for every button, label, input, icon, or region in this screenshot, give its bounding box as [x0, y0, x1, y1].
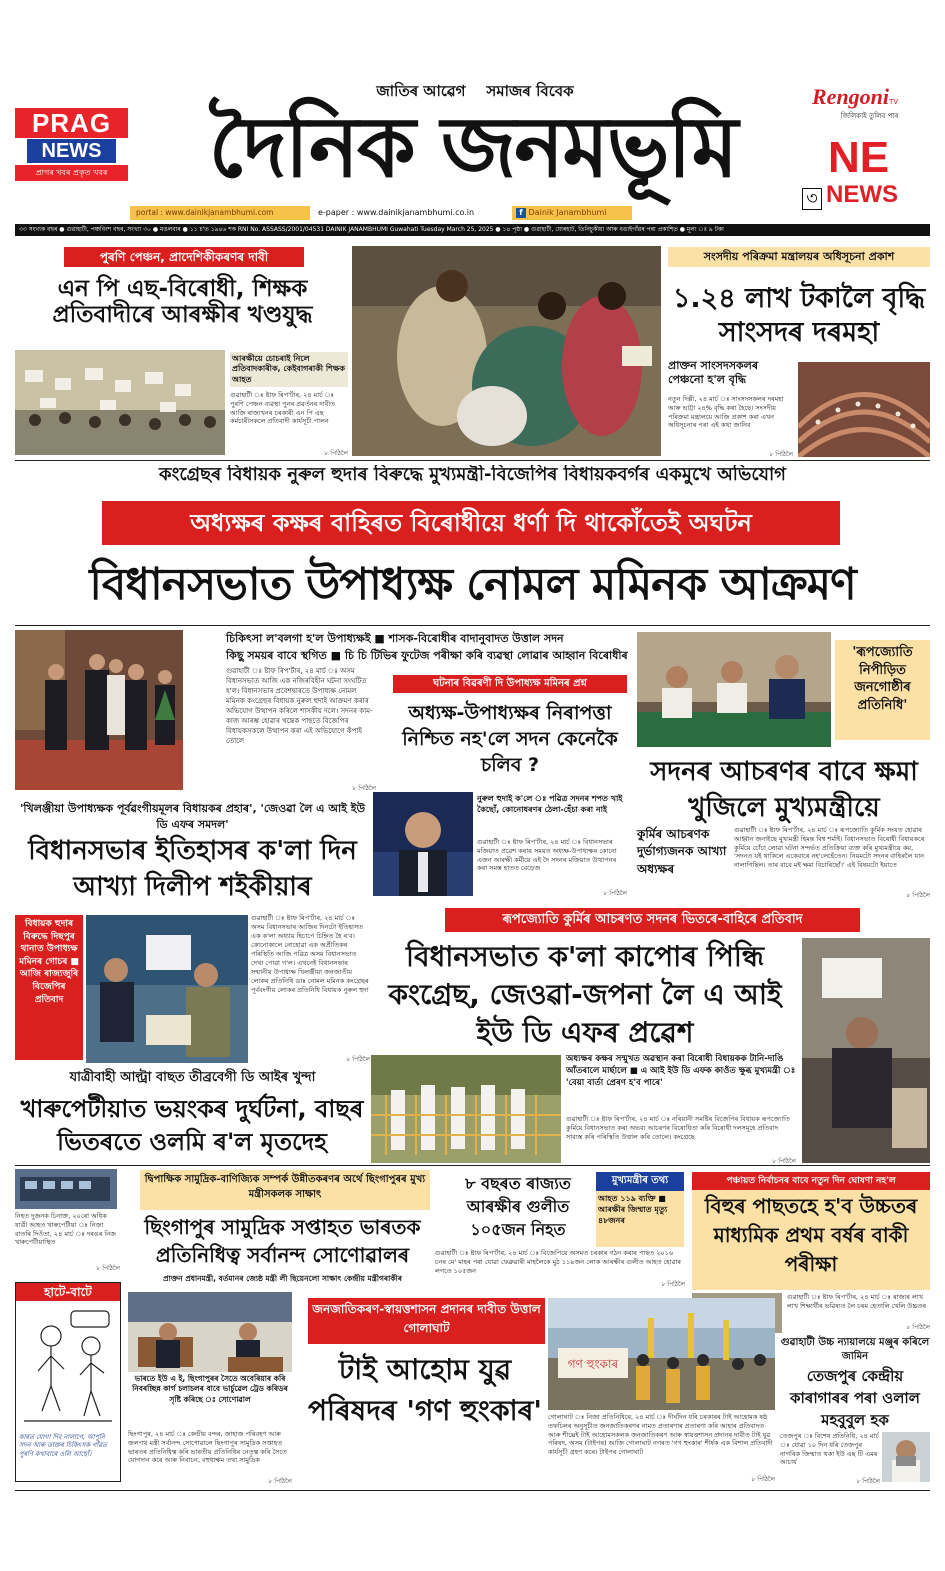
deaths-continued: ৮ পিঠিলৈ [96, 1265, 120, 1272]
headline-mahbubul[interactable]: তেজপুৰ কেন্দ্ৰীয় কাৰাগাৰৰ পৰা ওলাল মহবুবুল হক [790, 1367, 920, 1429]
headline-ahom[interactable]: টাই আহোম যুৱ পৰিষদৰ 'গণ হুংকাৰ' [307, 1353, 543, 1427]
cartoon-box [15, 1282, 121, 1482]
singapore-caption: ভাৰতে ইউ এ ই, ছিংগাপুৰৰ সৈতে অবেৰিয়াৰ কৰি নিবৰচ্ছিন্ন কাৰ্গ চলাচলৰ বাবে ভাৰ্চুৱেল ট্ৰেড কৰিডৰ সৃষ্টি কৰিছে ঃ সোণোৱাল [132, 1374, 288, 1404]
kurmi-body: গুৱাহাটী ঃ ষ্টাফ ৰিপ'ৰ্টাৰ, ২৪ মাৰ্চ ঃ নৰিয়ানী সমষ্টিৰ বিজেপিৰ বিধায়ক ৰূপজ্যোতি কুৰ্মিয়ে বিধানসভাত কৰা অভব্য আচৰণৰ বিৰোধিতা কৰি বিৰোধী দলসমূহে প্ৰতিবাদ সাব্যস্ত কৰি পৰিস্থিতি উত্তাল কৰি তোলে। কংগ্ৰেছে [566, 1115, 790, 1141]
huda-photo [373, 792, 473, 896]
cm-data-title: মুখ্যমন্ত্ৰীৰ তথ্য [596, 1172, 684, 1191]
rule-bottom [15, 1165, 930, 1166]
sonowal-meeting-photo [128, 1292, 292, 1372]
kicker-exam: পঞ্চায়ত নিৰ্বাচনৰ বাবে নতুন দিন ঘোষণা নহ'ল [692, 1172, 930, 1190]
rule-lead [15, 625, 930, 626]
prag-logo-tagline: প্ৰাগৰ খবৰ প্ৰকৃত খবৰ [15, 165, 128, 181]
lead-continued: ৮ পিঠিলৈ [352, 785, 376, 792]
exam-box [692, 1190, 930, 1290]
cm-data-body: আহত ১১৯ ব্যক্তি ■ আৰক্ষীৰ জিম্মাত মৃত্যু ৪৮জনৰ [598, 1194, 668, 1226]
lead-redline: অধ্যক্ষৰ কক্ষৰ বাহিৰত বিৰোধীয়ে ধৰ্ণা দি থাকোঁতেই অঘটন [102, 501, 840, 545]
ahom-continued: ৮ পিঠিলৈ [751, 1476, 775, 1483]
rengoni-tv: TV [889, 98, 899, 106]
cm-data-box [596, 1172, 684, 1247]
kicker-kurmi: ৰূপজ্যোতি কুৰ্মিৰ আচৰণত সদনৰ ভিতৰে-বাহিৰে প্ৰতিবাদ [445, 908, 860, 932]
rengoni-tv-logo [812, 84, 927, 124]
rengoni-name: Rengoni [812, 84, 890, 109]
lead-sub2: কিছু সময়ৰ বাবে স্থগিত ■ চি চি টিভিৰ ফুটেজ পৰীক্ষা কৰি ব্যৱস্থা লোৱাৰ আহ্বান বিৰোধীৰ [226, 649, 628, 662]
cm-body: গুৱাহাটী ঃ ষ্টাফ ৰিপ'ৰ্টাৰ, ২৪ মাৰ্চ ঃ ৰূপজ্যোতি কুৰ্মিক সংযত হোৱাৰ আহ্বান জনাইছে মুখ্যমন্ত্ৰী হিমন্ত বিশ্ব শৰ্মাই। বিধানসভাত বিৰোধী বিধায়কৰে কুৰ্মিয়ে চোঁচা লোৱা ঘটনা সন্দৰ্ভত প্ৰতিক্ৰিয়া ব্যক্ত কৰি মুখ্যমন্ত্ৰীয়ে কয়, 'সদনত যই থাকিলে একেবাৰে নহ'লেহেঁতেন। নিয়মটো সদনৰ বাহিৰলৈ যান নালাগিছিল। তাৰ বাবে মই ক্ষমা বিচাৰিছোঁ।' এই বিষয়টো ইয়াতে [734, 826, 925, 870]
deaths-body: নিহত দুজনক চিনাক্ত, ২০ৰো অধিক যাত্ৰী আহত খাৰুপেটীয়া ঃ নিজা বাতৰি দিওঁতা, ২৪ মাৰ্চ ঃ দৰঙৰ নিজ খাৰুপেটীয়াস্থিত [15, 1212, 116, 1247]
lead-sub1: চিকিৎসা ল'বলগা হ'ল উপাধ্যক্ষই ■ শাসক-বিৰোধীৰ বাদানুবাদত উত্তাল সদন [226, 632, 564, 645]
mahbubul-continued: ৮ পিঠিলৈ [856, 1478, 880, 1485]
headline-kurmi[interactable]: বিধানসভাত ক'লা কাপোৰ পিন্ধি কংগ্ৰেছ, জেওৱা-জপনা লৈ এ আই ইউ ডি এফৰ প্ৰৱেশ [388, 940, 782, 1049]
cm-continued: ৮ পিঠিলৈ [906, 892, 930, 899]
teachers-protest-photo [15, 350, 225, 455]
singapore-continued: ৮ পিঠিলৈ [268, 1478, 292, 1485]
kicker-security: ঘটনাৰ বিৱৰণী দি উপাধ্যক্ষ মমিনৰ প্ৰশ্ন [393, 675, 627, 693]
prag-news-logo [15, 108, 128, 184]
facebook-label: Dainik Janambhumi [528, 208, 607, 217]
lead-body: গুৱাহাটী ঃ ষ্টাফ ৰিপ'ৰ্টাৰ, ২৪ মাৰ্চ ঃ অসম বিধানসভাত আজি এক নজিৰবিহীন ঘটনা সংঘটিত হ'ল। বিধানসভাৰ প্ৰবেশদ্বাৰতে উপাধ্যক্ষ নোমল মমিনক কংগ্ৰেছৰ বিধায়ক নুৰুল হুদাই আক্ৰমণ কৰাৰ অভিযোগ উত্থাপন কৰিলে শাসকীয় দলে। সদনৰ কাম-কাজ আৰম্ভ হোৱাৰ খন্তেক পাছতে বিজেপিৰ বিধায়কসকলে উত্থাপন কৰা এই অভিযোগে কঁপাই তোলে [226, 667, 373, 745]
lead-headline[interactable]: বিধানসভাত উপাধ্যক্ষ নোমল মমিনক আক্ৰমণ [89, 559, 856, 610]
headline-nps[interactable]: এন পি এছ-বিৰোধী, শিক্ষক প্ৰতিবাদীৰে আৰক্ষীৰ খণ্ডযুদ্ধ [52, 276, 313, 329]
police-body: গুৱাহাটী ঃ ষ্টাফ ৰিপ'ৰ্টাৰ, ২৪ মাৰ্চ ঃ বিজেপিয়ে অসমত চৰকাৰ গঠন কৰাৰ পাছত ২০১৬ চনৰ মে' মাহৰ পৰা যোৱা ফেব্ৰুৱাৰী মাহলৈকে মুঠ ১১৯জন লোক আৰক্ষীৰ গুলীত আহত হোৱাৰ লগতে ১০৫জন [435, 1249, 681, 1275]
rule-footer [15, 1490, 930, 1491]
cartoon-title: হাটে-বাটে [16, 1283, 120, 1301]
ne-letters: NE [828, 133, 890, 182]
prag-logo-bottom: NEWS [27, 139, 116, 163]
kurmi-sub: অধ্যক্ষৰ কক্ষৰ সন্মুখত অৱস্থান কৰা বিৰোধী বিধায়কক টানি-দাঙি আঁতৰালে মাৰ্ছালে ■ এ আই ইউ ডি এফক কাওঁত ক্ষুব্ধ মুখ্যমন্ত্ৰী ঃ 'বেয়া বাৰ্তা প্ৰেৰণ হ'ব পাৰে' [566, 1054, 796, 1088]
masthead-title: দৈনিক জনমভূমি [208, 98, 737, 196]
bus-accident-photo [15, 1169, 117, 1209]
kicker-saikia: 'খিলঞ্জীয়া উপাধ্যক্ষক পূৰ্বৱংগীয়মূলৰ বিধায়কৰ প্ৰহাৰ', 'জেওৱা লৈ এ আই ইউ ডি এফৰ সমদল' [19, 802, 366, 831]
parliament-photo [798, 362, 930, 457]
saikia-redbox-text: বিধায়ক হুদাৰ বিৰুদ্ধে দিছপুৰ থানাত উপাধ্যক্ষ মমিনৰ গোচৰ ■ আজি ৰাজ্যজুৰি বিজেপিৰ প্ৰতিবাদ [19, 919, 79, 1005]
cm-quote: 'ৰূপজ্যোতি নিপীড়িত জনগোষ্ঠীৰ প্ৰতিনিধি' [852, 645, 913, 713]
headline-security[interactable]: অধ্যক্ষ-উপাধ্যক্ষৰ নিৰাপত্তা নিশ্চিত নহ'লে সদন কেনেকৈ চলিব ? [402, 702, 618, 777]
police-continued: ৮ পিঠিলৈ [661, 1281, 685, 1288]
lead-overline: কংগ্ৰেছৰ বিধায়ক নুৰুল হুদাৰ বিৰুদ্ধে মুখ্যমন্ত্ৰী-বিজেপিৰ বিধায়কবৰ্গৰ একমুখে অভিযোগ [159, 465, 786, 485]
kicker-nps: পুৰণি পেঞ্চন, প্ৰাদেশিকীকৰণৰ দাবী [64, 247, 304, 267]
ne-news-logo [800, 133, 928, 210]
ne-news-word: NEWS [826, 181, 898, 208]
headline-accident[interactable]: খাৰুপেটীয়াত ভয়ংকৰ দুৰ্ঘটনা, বাছৰ ভিতৰতে ওলমি ৰ'ল মৃতদেহ [20, 1095, 364, 1157]
masthead-tagline: জাতিৰ আৱেগ সমাজৰ বিবেক [376, 82, 574, 100]
mahbubul-photo [882, 1432, 930, 1482]
kicker-mahbubul: গুৱাহাটী উচ্চ ন্যায়ালয়ে মঞ্জুৰ কৰিলে জামিন [780, 1337, 930, 1362]
headline-salary[interactable]: ১.২৪ লাখ টকালৈ বৃদ্ধি সাংসদৰ দৰমহা [672, 283, 926, 348]
ahom-rally-photo [548, 1298, 775, 1410]
cartoon-caption: কাৰত যোগা দিব নালাগে, আপুনি সদন আৰু ডাক্তৰ চিকিৎসক গাঁৱত পুৰণি কথাবাৰে ওলি আছোঁ। [19, 1433, 107, 1458]
security-caption: নুৰুল হুদাই ক'লে ঃ পৱিত্ৰ সদনৰ শপত খাই কৈছোঁ, কোনোধৰণৰ ঠেলা-হেঁচা কৰা নাই [477, 794, 623, 815]
security-continued: ৮ পিঠিলৈ [603, 890, 627, 897]
exam-continued: ৮ পিঠিলৈ [906, 1324, 930, 1331]
rengoni-tagline: জিলিকাই তুলিব পাৰ [840, 112, 899, 120]
ahom-body: গোলাঘাট ঃ নিজা প্ৰতিনিধিৰে, ২৪ মাৰ্চ ঃ দীৰ্ঘদিন ধৰি চৰকাৰৰ টাই আহোমক ষষ্ঠ তফচিলৰ অনুসূচীত জনজাতিকৰণৰ নামত প্ৰতাৰণাৰ প্ৰতাৰণা কৰি আহাৰ প্ৰতিবাদত আৰু শীঘ্ৰেই টাই আহোমসকলক জনজাতিকৰণ আৰু স্বায়ত্তশাসন প্ৰদানৰ দাবীত টাই যুৱ পৰিষদ, অসম (টাইপৰ) আজি গোলাঘাট নগৰত 'গণ হুংকাৰ' শীৰ্ষক এক বিশাল প্ৰতিবাদী কাৰ্যসূচী গ্ৰহণ কৰে। টাইপৰ গোলাঘাট [548, 1413, 773, 1457]
cm-side: কুৰ্মিৰ আচৰণক দুৰ্ভাগ্যজনক আখ্যা অধ্যক্ষৰ [637, 827, 727, 876]
facebook-badge[interactable] [512, 206, 632, 220]
headline-cm[interactable]: সদনৰ আচৰণৰ বাবে ক্ষমা খুজিলে মুখ্যমন্ত্ৰীয়ে [650, 757, 918, 824]
nps-caption: আৰক্ষীয়ে চোচৰাই নিলে প্ৰতিবাদকাৰীক, কেইবাগৰাকী শিক্ষক আহত [230, 352, 348, 387]
rule-top [15, 460, 930, 461]
security-body: গুৱাহাটী ঃ ষ্টাফ ৰিপ'ৰ্টাৰ, ২৪ মাৰ্চ ঃ বিধানসভাৰ মজিয়াত প্ৰৱেশ কৰাৰ সময়ত অধ্যক্ষ-উপাধ্যক্ষৰ কোনো এজন আৰক্ষী কৰ্মীয়ে এই দৈ সদনৰ মজিয়াত উত্থাপনৰ কৰা সমস্ত হাতত বেড়েজ [477, 838, 617, 873]
salary-continued: ৮ পিঠিলৈ [769, 451, 793, 458]
kicker-accident: যাত্ৰীবাহী আল্ট্ৰা বাছত তীব্ৰবেগী ডি আইৰ খুন্দা [69, 1070, 316, 1085]
ne-prefix: ৩ [802, 188, 822, 210]
saikia-body: গুৱাহাটী ঃ ষ্টাফ ৰিপ'ৰ্টাৰ, ২৪ মাৰ্চ ঃ অসম বিধানসভাৰ আজিৰ দিনটো ইতিহাসত এক ক'লা অধ্যায় হিচাপে চিহ্নিত হৈ ৰ'ব। কোনোকালে নোহোৱা এক অপ্ৰীতিকৰ পৰিস্থিতি আজি পৱিত্ৰ অসম বিধানসভাত দেখা পোৱা গ'ল। এখনেই বিধানসভাৰ সন্মানীয় উপাধ্যক্ষ খিলঞ্জীয়া জনজাতীয় লোকৰ প্ৰতিনিধি ডাঃ নোমল মমিনক কংগ্ৰেছৰ পূৰ্ববংগীয় লোকৰ প্ৰতিনিধি বিধায়ক নুৰুল হুদা [251, 914, 369, 994]
headline-police[interactable]: ৮ বছৰত ৰাজ্যত আৰক্ষীৰ গুলীত ১০৫জন নিহত [465, 1174, 571, 1240]
prag-logo-top: PRAG [15, 108, 128, 138]
singapore-body: ছিংগাপুৰ, ২৪ মাৰ্চ ঃ কেন্দ্ৰীয় বন্দৰ, জাহাজ পৰিবহণ আৰু জলপথ মন্ত্ৰী সৰ্বানন্দ সোণোৱালে ছিংগাপুৰ সামুদ্ৰিক সপ্তাহত ভাৰতৰ প্ৰতিনিধিত্ব কৰি ভাৰতীয় প্ৰতিনিধিৰ নেতৃত্ব কৰি সৈতে যোগদান কৰে আৰু নিবাচন, বহুধাক্ষম তথা সামুদ্ৰিক [128, 1430, 287, 1465]
saikia-continued: ৮ পিঠিলৈ [346, 1056, 370, 1063]
masthead-epaper[interactable]: e-paper : www.dainikjanambhumi.co.in [318, 208, 475, 217]
police-complaint-photo [86, 915, 248, 1063]
kicker-ahom: জনজাতিকৰণ-স্বায়ত্তশাসন প্ৰদানৰ দাবীত উত্তাল গোলাঘাট [308, 1298, 545, 1344]
kicker-singapore: দ্বিপাক্ষিক সামুদ্ৰিক-বাণিজ্যিক সম্পৰ্ক উন্নীতকৰণৰ অৰ্থে ছিংগাপুৰৰ মুখ্য মন্ত্ৰীসকলক সাক্ষাৎ [140, 1170, 430, 1210]
cm-speaking-photo [637, 632, 831, 747]
kurmi-continued: ৮ পিঠিলৈ [772, 1158, 796, 1165]
cartoon-drawing [16, 1301, 120, 1431]
headline-exam[interactable]: বিহুৰ পাছতহে হ'ব উচ্চতৰ মাধ্যমিক প্ৰথম বৰ্ষৰ বাকী পৰীক্ষা [704, 1194, 918, 1276]
saikia-redbox [15, 915, 83, 1060]
dateline-bar: ৩৩ সংখ্যক বছৰ ● গুৱাহাটী, পঞ্চবিংশ বছৰ, সংখ্যা ৩০ ● মঙলবাৰ ● ১১ চ'ত ১৯৪৬ শক RNI No. ASSASS/2001/04531 DAINIK JANAMBHUMI Guwahati Tuesday March 25, 2025 ● ১৪ পৃষ্ঠা ● গুৱাহাটী, যোৰহাট, তিনিচুকীয়া আৰু বঙাইগাঁৱৰ পৰা প্ৰকাশিত ● মূল্য ঃ ৯ টকা [15, 224, 930, 236]
black-clothes-protest-photo [371, 1055, 561, 1163]
cm-quote-box [835, 640, 930, 740]
headline-saikia[interactable]: বিধানসভাৰ ইতিহাসৰ ক'লা দিন আখ্যা দিলীপ শইকীয়াৰ [28, 836, 357, 903]
facebook-icon: f [516, 208, 526, 218]
salary-subhead: প্ৰাক্তন সাংসদসকলৰ পেঞ্চনো হ'ল বৃদ্ধি [668, 359, 759, 387]
masthead-portal[interactable]: portal : www.dainikjanambhumi.com [130, 206, 310, 220]
nps-body: গুৱাহাটী ঃ ষ্টাফ ৰিপ'ৰ্টাৰ, ২৪ মাৰ্চ ঃ পুৰণি পেঞ্চন ব্যৱস্থা পুনৰ প্ৰৱৰ্তনৰ দাবীত আজি ৰাজ্যখনৰ চৰকাৰী এন পি এছ কৰ্মচাৰীসকলে প্ৰতিবাদী কাৰ্যসূচী পালন [230, 391, 335, 426]
nps-continued: ৮ পিঠিলৈ [324, 450, 348, 457]
singapore-strap: প্ৰাক্তন প্ৰধানমন্ত্ৰী, বৰ্তমানৰ জ্যেষ্ঠ মন্ত্ৰী লী ছিয়েনলো সাক্ষাৎ কেন্দ্ৰীয় মন্ত্ৰীগৰাকীৰ [163, 1274, 402, 1283]
mahbubul-body: তেজপুৰ ঃ বিশেষ প্ৰতিনিধি, ২৪ মাৰ্চ ঃ যোৱা ১০ দিন ধৰি তেজপুৰ নাগৰিক জিম্মাত থকা ইউ এছ টি এমৰ আচাৰ্য [780, 1432, 879, 1467]
kicker-salary: সংসদীয় পৰিক্ৰমা মন্ত্ৰালয়ৰ অধিসূচনা প্ৰকাশ [668, 247, 930, 267]
headline-singapore[interactable]: ছিংগাপুৰ সামুদ্ৰিক সপ্তাহত ভাৰতক প্ৰতিনিধিত্ব সৰ্বানন্দ সোণোৱালৰ [144, 1215, 421, 1267]
kurmi-protest-photo [802, 938, 930, 1163]
svg-text:গণ হুংকাৰ: গণ হুংকাৰ [567, 1357, 619, 1371]
salary-body: নতুন দিল্লী, ২৪ মাৰ্চ ঃ সাংসদসকলৰ দৰমহা আৰু ভাট্টা ২৪% বৃদ্ধি কৰা হৈছে। সংসদীয় পৰিক্ৰমা মন্ত্ৰালয়ে আজি প্ৰকাশ কৰা এখন অধিসূচনাৰ পৰা এই কথা জানিব [668, 395, 784, 430]
assembly-scuffle-photo [15, 630, 183, 790]
police-protest-photo [352, 246, 661, 456]
exam-body: গুৱাহাটী ঃ ষ্টাফ ৰিপ'ৰ্টাৰ, ২৪ মাৰ্চ ঃ ৰাজ্যৰ লাখ লাখ শিক্ষাৰ্থীৰ ভৱিষ্যত লৈ চৰম হেতালি খেলি উচ্চতৰ [787, 1293, 927, 1310]
